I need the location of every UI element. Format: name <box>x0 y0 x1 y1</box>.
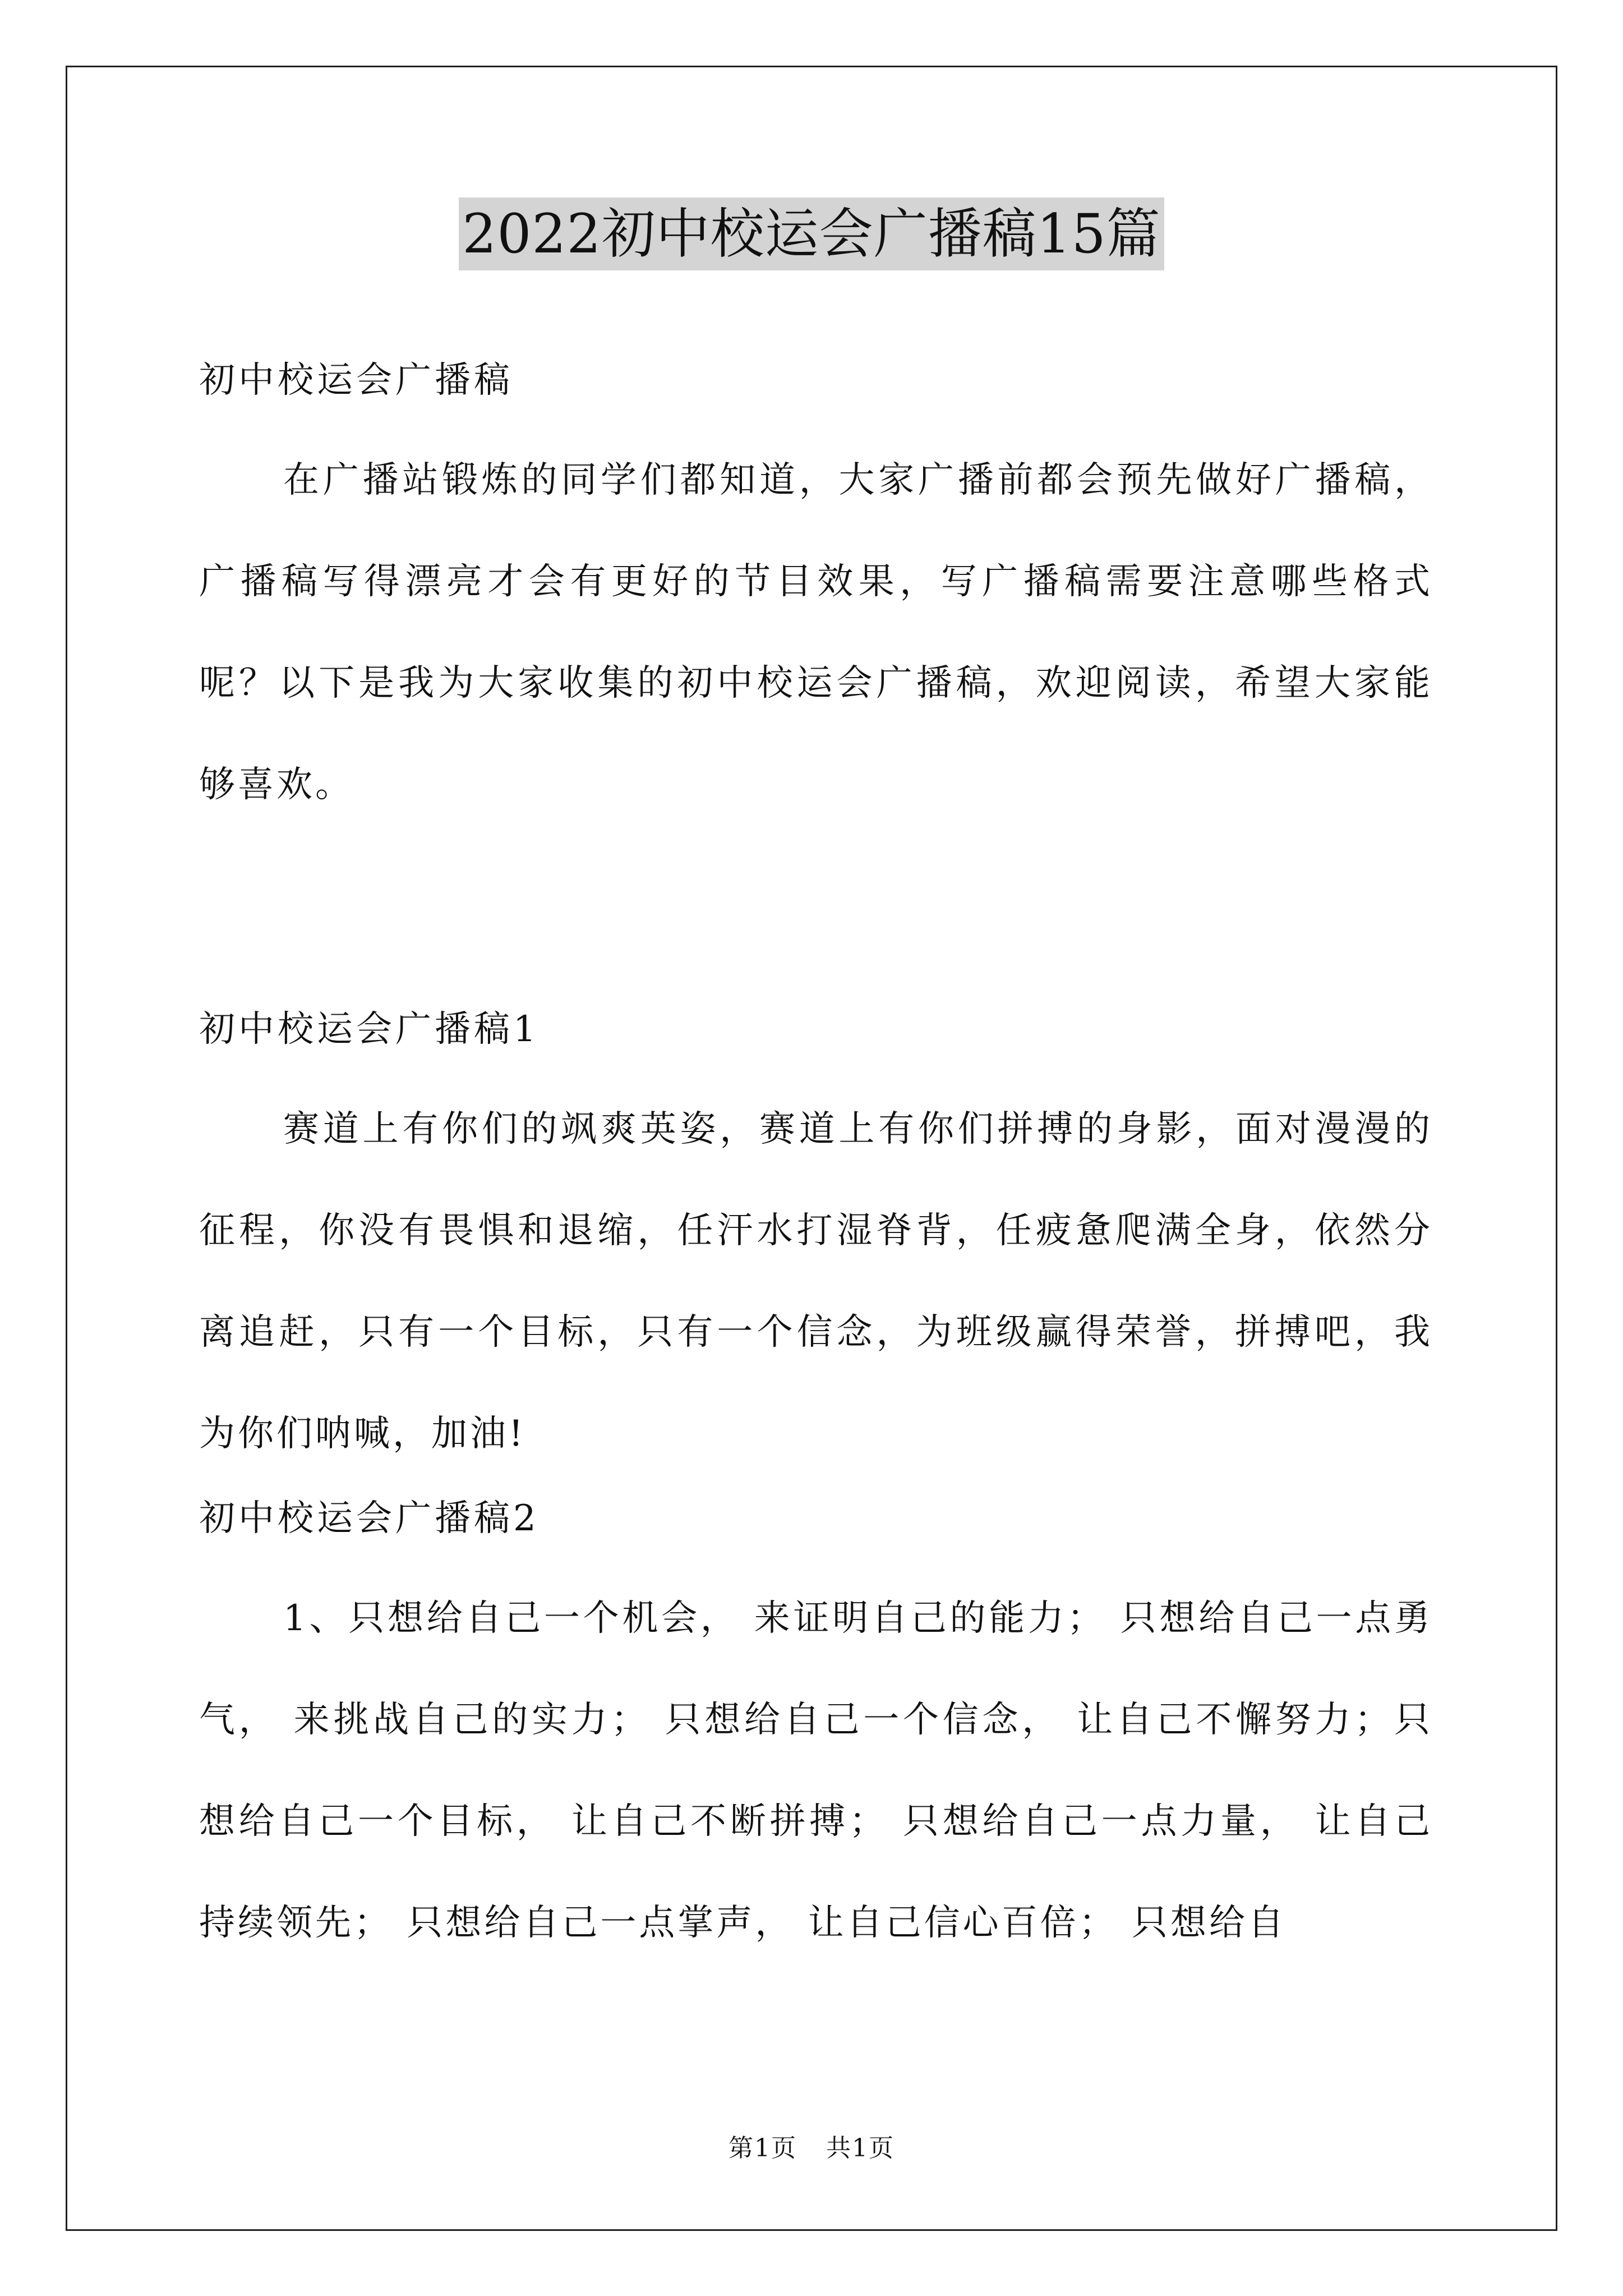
page-footer <box>0 2132 1623 2165</box>
page-number-total: 共1页 <box>826 2134 895 2162</box>
section-heading-1: 初中校运会广播稿1 <box>199 1009 540 1050</box>
section-heading-2: 初中校运会广播稿2 <box>199 1498 540 1539</box>
page-number-current: 第1页 <box>728 2134 797 2162</box>
section-paragraph-1: 赛道上有你们的飒爽英姿，赛道上有你们拼搏的身影，面对漫漫的征程，你没有畏惧和退缩，任汗水打湿脊背，任疲惫爬满全身，依然分离追赶，只有一个目标，只有一个信念，为班级赢得荣誉，拼搏吧，我为你们呐喊，加油! <box>199 1108 1433 1455</box>
section-paragraph-2: 1、只想给自己一个机会， 来证明自己的能力； 只想给自己一点勇气， 来挑战自己的实力； 只想给自己一个信念， 让自己不懈努力；只想给自己一个目标， 让自己不断拼搏； 只想给自己一点力量， 让自己持续领先； 只想给自己一点掌声， 让自己信心百倍； 只想给自 <box>199 1598 1433 1944</box>
section-heading-intro: 初中校运会广播稿 <box>199 360 513 401</box>
document-body <box>199 347 1433 1974</box>
document-title: 2022初中校运会广播稿15篇 <box>459 197 1164 270</box>
title-container <box>0 197 1623 270</box>
section-paragraph-intro: 在广播站锻炼的同学们都知道，大家广播前都会预先做好广播稿，广播稿写得漂亮才会有更好的节目效果，写广播稿需要注意哪些格式呢？以下是我为大家收集的初中校运会广播稿，欢迎阅读，希望大家能够喜欢。 <box>199 459 1433 806</box>
